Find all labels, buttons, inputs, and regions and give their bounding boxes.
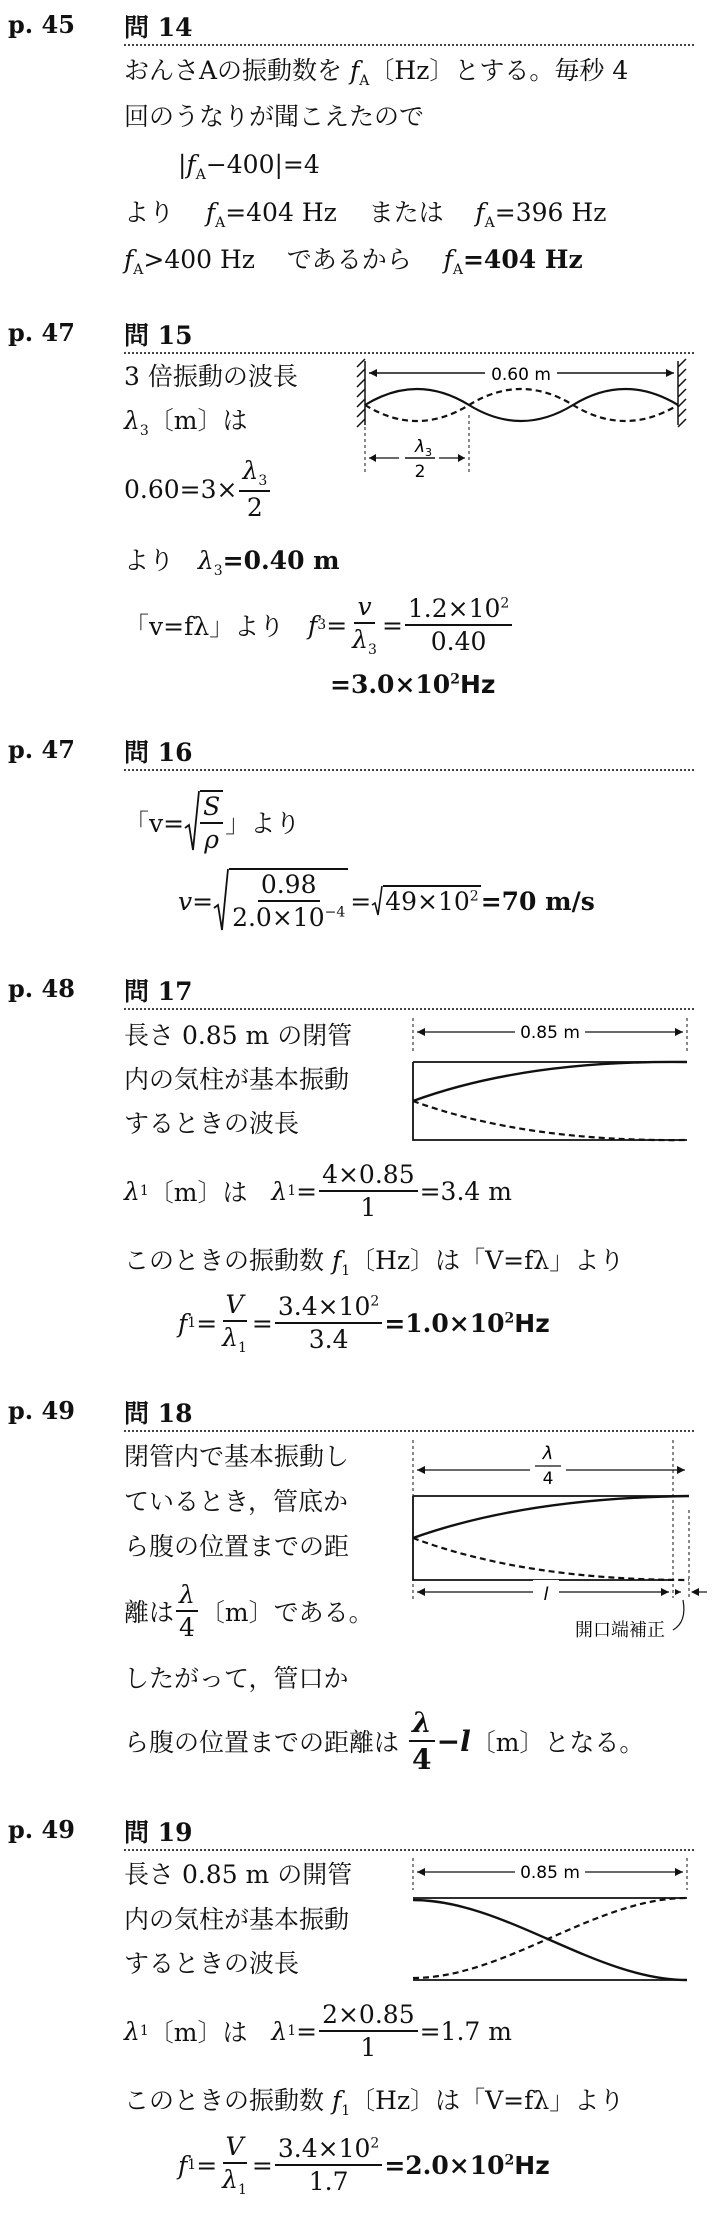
q17-line1: 長さ 0.85 m の閉管	[124, 1021, 353, 1050]
q18-line6: ら腹の位置までの距離は $\frac{\lambda}{4}$ −l 〔m〕となる。	[124, 1706, 645, 1776]
problem-title: 問 15	[124, 321, 193, 350]
dotted-rule	[124, 44, 694, 46]
dotted-rule	[124, 1849, 694, 1851]
sqrt-sign	[371, 885, 383, 917]
q19-line5: このときの振動数 $f_1$〔Hz〕は「V=fλ」より	[124, 2086, 625, 2119]
dotted-rule	[124, 1008, 694, 1010]
problem-title: 問 14	[124, 13, 193, 42]
q15-answer-frequency: $=3.0\times 10^2Hz$	[330, 670, 496, 699]
problem-title: 問 19	[124, 1818, 193, 1847]
page-ref: p. 48	[8, 974, 75, 1003]
fraction-numerator: λ	[542, 1443, 554, 1464]
q15-string-diagram	[345, 355, 690, 495]
q19-answer: $=2.0\times 10^2Hz$	[384, 2150, 550, 2180]
q14-equation: $|f_A-400|=4$	[178, 150, 320, 183]
q16-line1: 「v= $\frac{S}{\rho}$ 」より	[124, 792, 301, 854]
q17-line2: 内の気柱が基本振動	[124, 1065, 350, 1094]
q15-line4: より $\lambda_3=0.40$ m	[124, 546, 340, 579]
q15-length-label: 0.60 m	[491, 365, 551, 385]
q18-line2: ているとき，管底か	[124, 1487, 349, 1516]
q15-line1: 3 倍振動の波長	[124, 362, 298, 391]
q19-eq1: λ 1 〔m〕は λ 1 = $\frac{2\times 0.85}{1}$ =1.7 m	[124, 2000, 512, 2062]
q18-line4: 離は $\frac{\lambda}{4}$ 〔m〕である。	[124, 1580, 374, 1642]
q14-answer: =404 Hz	[462, 245, 583, 274]
fraction: $\frac{\lambda_3}{2}$	[239, 456, 270, 522]
q15-eq1: 0.60=3× $\frac{\lambda_3}{2}$	[124, 456, 272, 522]
problem-title: 問 17	[124, 977, 193, 1006]
problem-title: 問 18	[124, 1399, 193, 1428]
q14-line4: より $f_A=404$ Hz または $f_A=396$ Hz	[124, 198, 607, 231]
q19-length-label: 0.85 m	[520, 1863, 580, 1883]
page-ref: p. 47	[8, 735, 75, 764]
q19-line3: するときの波長	[124, 1949, 300, 1978]
page-ref: p. 47	[8, 318, 75, 347]
dotted-rule	[124, 352, 694, 354]
q17-answer: $=1.0\times 10^2Hz$	[384, 1308, 550, 1338]
subscript: 3	[425, 446, 432, 459]
q14-line5: $f_A>400$ Hz であるから $f_A=404$ Hz	[124, 245, 583, 278]
q19-eq2: f 1 = $\frac{V}{\lambda_1}$ = $\frac{3.4\times 10^2}{1.7}$ $=2.0\times 10^2Hz$	[178, 2132, 550, 2198]
q16-equation: v= $\frac{0.98}{2.0\times 10^{-4}}$ = $49\times 10^2$ =70 m/s	[178, 870, 595, 932]
q17-eq2: f 1 = $\frac{V}{\lambda_1}$ = $\frac{3.4\times 10^2}{3.4}$ $=1.0\times 10^2Hz$	[178, 1290, 550, 1356]
q14-line2: 回のうなりが聞こえたので	[124, 102, 425, 131]
fraction-numerator: λ	[415, 437, 426, 457]
page-ref: p. 49	[8, 1815, 75, 1844]
q19-open-pipe-diagram	[405, 1852, 695, 1992]
sqrt-sign	[213, 868, 229, 934]
q18-line1: 閉管内で基本振動し	[124, 1442, 350, 1471]
q15-line5: 「v=fλ」より f 3 = $\frac{v}{\lambda_3}$ = $\frac{1.2\times 10^2}{0.40}$	[124, 592, 514, 658]
q17-line3: するときの波長	[124, 1109, 300, 1138]
length-l-label: l	[543, 1584, 549, 1605]
problem-title: 問 16	[124, 738, 193, 767]
q16-answer: =70 m/s	[480, 886, 595, 916]
q15-answer-wavelength: =0.40 m	[222, 546, 340, 575]
dotted-rule	[124, 769, 694, 771]
q18-closed-pipe-diagram	[405, 1430, 710, 1660]
fraction-denominator: 2	[414, 462, 426, 482]
fraction-denominator: 4	[542, 1469, 554, 1489]
sqrt-sign	[184, 790, 200, 854]
q17-closed-pipe-diagram	[405, 1012, 695, 1152]
q17-length-label: 0.85 m	[520, 1023, 580, 1043]
q17-eq1: λ 1 〔m〕は λ 1 = $\frac{4\times 0.85}{1}$ =3.4 m	[124, 1160, 512, 1222]
q17-line5: このときの振動数 $f_1$〔Hz〕は「V=fλ」より	[124, 1246, 625, 1279]
q15-line2: $\lambda_3$〔m〕は	[124, 406, 248, 439]
q18-line3: ら腹の位置までの距	[124, 1532, 350, 1561]
q14-line1: おんさAの振動数を $f_A$〔Hz〕とする。毎秒 4	[124, 56, 629, 89]
page-ref: p. 45	[8, 10, 75, 39]
q19-line1: 長さ 0.85 m の開管	[124, 1860, 353, 1889]
end-correction-label: 開口端補正	[575, 1620, 665, 1641]
q19-line2: 内の気柱が基本振動	[124, 1905, 350, 1934]
q18-line5: したがって，管口か	[124, 1664, 349, 1693]
page-ref: p. 49	[8, 1396, 75, 1425]
